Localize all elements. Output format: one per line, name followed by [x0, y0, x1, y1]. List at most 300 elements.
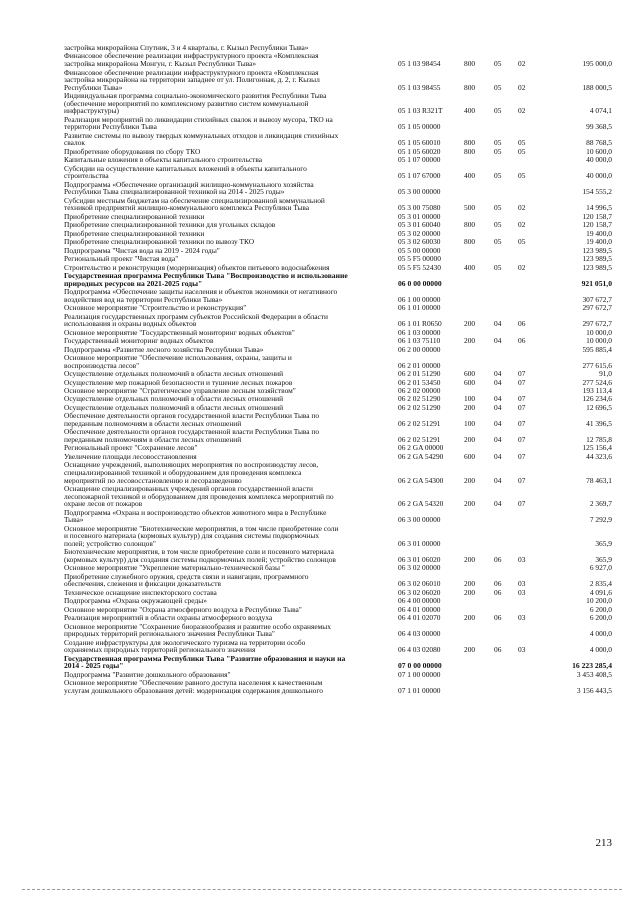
row-name-line: Субсидии местным бюджетам на обеспечение специализированной коммунальной — [64, 195, 325, 205]
row-amount: 4 091,6 — [589, 587, 612, 597]
row-section: 05 — [494, 237, 502, 247]
row-code: 07 0 00 00000 — [398, 661, 442, 671]
row-name-line: Подпрограмма «Охрана и воспроизводство объектов животного мира в Республике — [64, 507, 327, 517]
row-code: 06 2 GA 54290 — [398, 451, 444, 461]
row-amount: 4 000,0 — [589, 645, 612, 655]
row-amount: 193 113,4 — [582, 386, 612, 395]
row-amount: 277 524,6 — [582, 377, 612, 387]
row-name — [64, 313, 392, 328]
table-row — [0, 313, 640, 328]
table-row — [0, 428, 640, 443]
table-row — [0, 156, 640, 164]
table-row — [0, 453, 640, 461]
row-amount: 195 000,0 — [582, 59, 612, 69]
table-row — [0, 116, 640, 131]
row-name — [64, 337, 392, 345]
row-amount: 6 200,0 — [589, 613, 612, 623]
table-row — [0, 238, 640, 246]
row-code: 05 1 07 00000 — [398, 155, 441, 165]
row-code: 05 1 03 98454 — [398, 59, 441, 69]
row-amount: 10 600,0 — [586, 146, 612, 156]
row-code: 05 1 07 67000 — [398, 171, 441, 181]
page-number: 213 — [595, 837, 612, 849]
row-code: 06 1 03 00000 — [398, 327, 441, 337]
row-subsection: 07 — [518, 377, 526, 387]
row-subsection: 02 — [518, 106, 526, 116]
row-amount: 125 156,4 — [582, 443, 612, 453]
table-row — [0, 485, 640, 508]
row-name-line: Подпрограмма "Чистая вода на 2019 - 2024 годы" — [64, 245, 220, 255]
row-amount: 595 885,4 — [582, 344, 612, 354]
row-section: 04 — [494, 499, 502, 509]
row-subsection: 02 — [518, 82, 526, 92]
row-name — [64, 453, 392, 461]
row-name-line: Биотехнические мероприятия, в том числе приобретение соли и посевного материала — [64, 547, 334, 557]
row-code: 05 5 F5 00000 — [398, 254, 441, 264]
row-name — [64, 671, 392, 679]
row-code: 06 3 01 06020 — [398, 554, 441, 564]
row-code: 06 4 03 02080 — [398, 645, 441, 655]
row-name — [64, 288, 392, 303]
row-expense-type: 400 — [464, 106, 476, 116]
row-expense-type: 200 — [464, 402, 476, 412]
row-amount: 123 989,5 — [582, 262, 612, 272]
row-name — [64, 255, 392, 263]
row-section: 05 — [494, 171, 502, 181]
row-subsection: 03 — [518, 645, 526, 655]
row-section: 06 — [494, 613, 502, 623]
row-name — [64, 148, 392, 156]
table-row — [0, 165, 640, 180]
row-name — [64, 412, 392, 427]
row-name — [64, 197, 392, 212]
row-name-line: Осуществление отдельных полномочий в области лесных отношений — [64, 394, 284, 404]
row-subsection: 07 — [518, 499, 526, 509]
row-name — [64, 548, 392, 563]
row-expense-type: 100 — [464, 394, 476, 404]
table-row — [0, 412, 640, 427]
row-code: 06 3 00 00000 — [398, 515, 441, 525]
row-subsection: 07 — [518, 475, 526, 485]
row-name-line: свалок — [64, 138, 85, 148]
row-section: 04 — [494, 394, 502, 404]
row-code: 06 2 GA 00000 — [398, 443, 444, 453]
table-row — [0, 655, 640, 670]
table-row — [0, 230, 640, 238]
table-row — [0, 606, 640, 614]
table-row — [0, 304, 640, 312]
table-row — [0, 69, 640, 92]
row-code: 07 1 00 00000 — [398, 669, 441, 679]
row-name-line: Индивидуальная программа социально-экономического развития Республики Тыва — [64, 91, 327, 101]
row-name-line: Основное мероприятие "Обеспечение использования, охраны, защиты и — [64, 353, 292, 363]
row-name-line: Основное мероприятие "Стратегическое управление лесным хозяйством" — [64, 386, 296, 395]
row-amount: 365,9 — [595, 538, 612, 548]
row-section: 05 — [494, 106, 502, 116]
row-section: 05 — [494, 262, 502, 272]
row-code: 06 4 00 00000 — [398, 596, 441, 606]
row-name-line: Развитие системы по вывозу твердых коммунальных отходов и ликвидация стихийных — [64, 130, 339, 140]
row-code: 07 1 01 00000 — [398, 685, 441, 695]
row-section: 06 — [494, 587, 502, 597]
row-name-line: Техническое оснащение инспекторского состава — [64, 587, 217, 597]
row-amount: 19 400,0 — [586, 237, 612, 247]
table-row — [0, 379, 640, 387]
row-name — [64, 346, 392, 354]
row-amount: 99 368,5 — [586, 122, 612, 132]
row-amount: 19 400,0 — [586, 228, 612, 238]
row-code: 05 3 02 00000 — [398, 228, 441, 238]
row-name — [64, 509, 392, 524]
row-subsection: 07 — [518, 418, 526, 428]
row-amount: 297 672,7 — [582, 303, 612, 313]
table-row — [0, 671, 640, 679]
row-code: 06 2 GA 54300 — [398, 475, 444, 485]
row-subsection: 03 — [518, 554, 526, 564]
table-row — [0, 573, 640, 588]
row-name-line: Основное мероприятие "Сохранение биоразнообразия и развитие особо охраняемых — [64, 621, 331, 631]
row-name-line: Основное мероприятие "Биотехнические мероприятия, в том числе приобретение соли — [64, 523, 339, 533]
row-name-line: услугам дошкольного образования детей: модернизация содержания дошкольного — [64, 685, 323, 695]
row-expense-type: 400 — [464, 171, 476, 181]
row-expense-type: 800 — [464, 237, 476, 247]
row-name — [64, 444, 392, 452]
row-name-line: Осуществление мер пожарной безопасности и тушение лесных пожаров — [64, 377, 293, 387]
row-expense-type: 600 — [464, 377, 476, 387]
table-row — [0, 213, 640, 221]
row-amount: 44 323,6 — [586, 451, 612, 461]
row-name — [64, 52, 392, 67]
row-name — [64, 461, 392, 484]
row-name-line: Основное мероприятие "Строительство и реконструкция" — [64, 303, 247, 313]
row-code: 06 2 02 51290 — [398, 402, 441, 412]
row-name — [64, 213, 392, 221]
row-expense-type: 200 — [464, 587, 476, 597]
row-subsection: 05 — [518, 146, 526, 156]
row-name-line: Оснащение специализированных учреждений органов государственной власти — [64, 484, 313, 493]
row-name-line: переданным полномочиям в области лесных отношений — [64, 418, 242, 428]
table-row — [0, 395, 640, 403]
row-code: 05 3 02 60030 — [398, 237, 441, 247]
row-code: 06 1 01 R0650 — [398, 319, 442, 329]
row-code: 06 4 03 00000 — [398, 629, 441, 639]
row-code: 06 2 01 53450 — [398, 377, 441, 387]
row-name-line: инфраструктуры) — [64, 106, 120, 116]
row-name-line: обеспечения, слежения и фиксации доказательств — [64, 579, 221, 589]
row-code: 05 5 00 00000 — [398, 245, 441, 255]
row-name — [64, 156, 392, 164]
row-name — [64, 614, 392, 622]
table-row — [0, 589, 640, 597]
table-row — [0, 525, 640, 548]
row-name — [64, 485, 392, 508]
row-name-line: Основное мероприятие "Обеспечение равного доступа населения к качественным — [64, 678, 323, 688]
row-code: 06 4 01 02070 — [398, 613, 441, 623]
row-code: 06 1 03 75110 — [398, 336, 441, 346]
row-code: 06 2 02 00000 — [398, 386, 441, 395]
row-name-line: территории Республики Тыва — [64, 122, 157, 132]
row-name-line: Строительство и реконструкция (модернизация) объектов питьевого водоснабжения — [64, 262, 330, 272]
row-amount: 10 000,0 — [586, 327, 612, 337]
row-name-line: Реализация государственных программ субъектов Российской Федерации в области — [64, 311, 328, 321]
row-amount: 307 672,7 — [582, 294, 612, 304]
row-name — [64, 354, 392, 369]
row-section: 05 — [494, 203, 502, 213]
row-name-line: воспроизводства лесов" — [64, 360, 140, 370]
row-expense-type: 200 — [464, 434, 476, 444]
row-expense-type: 800 — [464, 220, 476, 230]
row-name — [64, 606, 392, 614]
row-name-line: Увеличение площади лесовосстановления — [64, 451, 197, 461]
table-row — [0, 461, 640, 484]
row-name-line: Приобретение оборудования по сбору ТКО — [64, 146, 201, 156]
row-amount: 3 156 443,5 — [576, 685, 612, 695]
row-amount: 921 051,0 — [581, 278, 612, 288]
row-expense-type: 200 — [464, 579, 476, 589]
row-amount: 2 835,4 — [589, 579, 612, 589]
row-section: 04 — [494, 451, 502, 461]
table-row — [0, 564, 640, 572]
row-name — [64, 132, 392, 147]
row-name-line: Подпрограмма «Охрана окружающей среды» — [64, 596, 207, 606]
row-expense-type: 500 — [464, 203, 476, 213]
row-expense-type: 200 — [464, 554, 476, 564]
row-name-line: Финансовое обеспечение реализации инфраструктурного проекта «Комплексная — [64, 51, 319, 61]
row-amount: 14 996,5 — [586, 203, 612, 213]
table-row — [0, 370, 640, 378]
row-code: 05 3 01 60040 — [398, 220, 441, 230]
row-code: 06 2 01 00000 — [398, 360, 441, 370]
row-amount: 88 768,5 — [586, 138, 612, 148]
row-subsection: 03 — [518, 613, 526, 623]
table-row — [0, 679, 640, 694]
row-expense-type: 100 — [464, 418, 476, 428]
row-expense-type: 200 — [464, 499, 476, 509]
row-name-line: застройка микрорайона Спутник, 3 и 4 кварталы, г. Кызыл Республики Тыва» — [64, 43, 309, 52]
row-name-line: использования и охраны водных объектов — [64, 319, 197, 329]
row-name-line: (обеспечение мероприятий по комплексному развитию систем коммунальной — [64, 98, 309, 108]
row-code: 05 1 05 60010 — [398, 138, 441, 148]
row-subsection: 02 — [518, 262, 526, 272]
row-expense-type: 200 — [464, 336, 476, 346]
row-amount: 154 555,2 — [582, 187, 612, 197]
table-row — [0, 272, 640, 287]
table-row — [0, 597, 640, 605]
row-name — [64, 597, 392, 605]
row-name-line: природных ресурсов на 2021-2025 годы" — [64, 278, 203, 288]
row-subsection: 07 — [518, 434, 526, 444]
table-row — [0, 264, 640, 272]
row-section: 04 — [494, 418, 502, 428]
row-amount: 277 615,6 — [582, 360, 612, 370]
table-row — [0, 346, 640, 354]
row-code: 05 3 00 75080 — [398, 203, 441, 213]
row-name — [64, 573, 392, 588]
row-code: 06 3 02 06010 — [398, 579, 441, 589]
table-row — [0, 639, 640, 654]
row-name-line: 2014 - 2025 годы" — [64, 661, 124, 671]
row-name-line: Государственная программа Республики Тыва "Развитие образования и науки на — [64, 653, 346, 663]
row-name-line: полей; устройство солонцов" — [64, 538, 156, 548]
row-subsection: 02 — [518, 203, 526, 213]
row-amount: 41 396,5 — [586, 418, 612, 428]
row-name-line: специализированной техникой и оборудованием для проведения комплекса — [64, 467, 302, 477]
row-code: 06 2 02 51291 — [398, 418, 441, 428]
row-section: 04 — [494, 336, 502, 346]
row-name — [64, 404, 392, 412]
row-name — [64, 679, 392, 694]
row-code: 06 1 00 00000 — [398, 294, 441, 304]
row-section: 04 — [494, 377, 502, 387]
row-expense-type: 800 — [464, 59, 476, 69]
row-amount: 12 696,5 — [586, 402, 612, 412]
table-row — [0, 221, 640, 229]
row-section: 06 — [494, 645, 502, 655]
row-subsection: 06 — [518, 336, 526, 346]
row-expense-type: 200 — [464, 645, 476, 655]
row-code: 06 4 01 00000 — [398, 604, 441, 614]
row-name-line: Основное мероприятие "Охрана атмосферного воздуха в Республике Тыва" — [64, 604, 302, 614]
row-amount: 4 074,1 — [589, 106, 612, 116]
row-section: 06 — [494, 554, 502, 564]
row-expense-type: 400 — [464, 262, 476, 272]
row-amount: 4 000,0 — [589, 629, 612, 639]
row-amount: 7 292,9 — [589, 515, 612, 525]
row-subsection: 05 — [518, 138, 526, 148]
row-name — [64, 655, 392, 670]
row-name-line: переданным полномочиям в области лесных отношений — [64, 434, 242, 444]
row-name-line: Капитальные вложения в объекты капитального строительства — [64, 155, 263, 165]
row-name — [64, 165, 392, 180]
row-name-line: Тыва» — [64, 515, 84, 525]
row-amount: 40 000,0 — [586, 171, 612, 181]
row-code: 05 3 01 00000 — [398, 211, 441, 221]
row-section: 05 — [494, 220, 502, 230]
row-name-line: охране лесов от пожаров — [64, 499, 143, 509]
row-name-line: Подпрограмма «Обеспечение защиты населения и объектов экономики от негативного — [64, 287, 338, 297]
row-code: 06 0 00 00000 — [398, 278, 442, 288]
row-code: 06 3 02 00000 — [398, 563, 441, 573]
row-amount: 120 158,7 — [582, 211, 612, 221]
table-row — [0, 548, 640, 563]
row-amount: 12 785,8 — [586, 434, 612, 444]
row-code: 05 3 00 00000 — [398, 187, 441, 197]
row-expense-type: 200 — [464, 613, 476, 623]
row-name-line: техникой предприятий жилищно-коммунального комплекса Республики Тыва — [64, 203, 310, 213]
row-name-line: застройка микрорайона Монгун, г. Кызыл Республики Тыва» — [64, 59, 257, 69]
row-code: 06 1 01 00000 — [398, 303, 441, 313]
row-name-line: Приобретение специализированной техники по вывозу ТКО — [64, 237, 255, 247]
table-row — [0, 509, 640, 524]
row-code: 05 1 05 00000 — [398, 122, 441, 132]
row-name — [64, 589, 392, 597]
row-name — [64, 238, 392, 246]
row-subsection: 02 — [518, 220, 526, 230]
row-expense-type: 800 — [464, 146, 476, 156]
table-row — [0, 404, 640, 412]
row-section: 04 — [494, 475, 502, 485]
table-row — [0, 255, 640, 263]
row-section: 05 — [494, 146, 502, 156]
row-name-line: лесопожарной техникой и оборудованием для проведения комплекса мероприятий по — [64, 491, 334, 501]
table-row — [0, 92, 640, 115]
row-amount: 6 200,0 — [589, 604, 612, 614]
row-name — [64, 525, 392, 548]
row-name — [64, 370, 392, 378]
row-section: 04 — [494, 369, 502, 379]
row-name — [64, 116, 392, 131]
row-name — [64, 623, 392, 638]
row-amount: 10 000,0 — [586, 336, 612, 346]
row-expense-type: 600 — [464, 369, 476, 379]
row-name-line: Субсидии на осуществление капитальных вложений в объекты капитального — [64, 163, 307, 173]
row-subsection: 06 — [518, 319, 526, 329]
row-amount: 188 000,5 — [582, 82, 612, 92]
row-subsection: 03 — [518, 579, 526, 589]
row-name — [64, 92, 392, 115]
table-row — [0, 288, 640, 303]
row-section: 05 — [494, 82, 502, 92]
row-subsection: 07 — [518, 394, 526, 404]
row-expense-type: 200 — [464, 319, 476, 329]
row-amount: 3 453 408,5 — [576, 669, 612, 679]
row-name-line: Оснащение учреждений, выполняющих мероприятия по воспроизводству лесов, — [64, 460, 319, 470]
row-name-line: Подпрограмма «Обеспечение организаций жилищно-коммунального хозяйства — [64, 179, 314, 189]
row-name — [64, 564, 392, 572]
row-subsection: 07 — [518, 451, 526, 461]
row-name-line: (кормовых культур) для создания системы подкормочных полей; устройство солонцов — [64, 554, 336, 564]
row-amount: 297 672,7 — [582, 319, 612, 329]
table-row — [0, 354, 640, 369]
row-name-line: Реализация мероприятий в области охраны атмосферного воздуха — [64, 613, 273, 623]
row-name-line: Подпрограмма "Развитие дошкольного образования" — [64, 669, 231, 679]
row-amount: 10 200,0 — [586, 596, 612, 606]
row-subsection: 05 — [518, 171, 526, 181]
row-name-line: Основное мероприятие "Государственный мониторинг водных объектов" — [64, 327, 295, 337]
row-name-line: Обеспечение деятельности органов государственной власти Республики Тыва по — [64, 411, 320, 421]
row-name-line: природных территорий регионального значения Республики Тыва" — [64, 629, 275, 639]
row-name — [64, 264, 392, 272]
row-name-line: Обеспечение деятельности органов государственной власти Республики Тыва по — [64, 427, 320, 437]
row-code: 05 1 05 60020 — [398, 146, 441, 156]
row-name-line: охраняемых природных территорий регионального значения — [64, 645, 256, 655]
row-name-line: мероприятий по лесовосстановлению и лесоразведению — [64, 475, 242, 485]
row-name-line: и посевного материала (кормовых культур) для создания системы подкормочных — [64, 531, 320, 541]
row-name-line: Осуществление отдельных полномочий в области лесных отношений — [64, 402, 284, 412]
row-amount: 91,0 — [599, 369, 612, 379]
table-row — [0, 52, 640, 67]
row-name — [64, 329, 392, 337]
row-subsection: 02 — [518, 59, 526, 69]
row-section: 04 — [494, 319, 502, 329]
row-name-line: Реализация мероприятий по ликвидации стихийных свалок и вывозу мусора, ТКО на — [64, 114, 333, 124]
row-subsection: 07 — [518, 402, 526, 412]
row-name-line: Основное мероприятие "Укрепление материально-технической базы " — [64, 563, 285, 573]
table-row — [0, 444, 640, 452]
table-row — [0, 614, 640, 622]
row-expense-type: 800 — [464, 138, 476, 148]
row-name — [64, 639, 392, 654]
row-name-line: Государственный мониторинг водных объектов — [64, 336, 214, 346]
row-name — [64, 69, 392, 92]
row-name-line: Республики Тыва» — [64, 82, 123, 92]
row-name — [64, 181, 392, 196]
table-row — [0, 623, 640, 638]
row-code: 06 3 01 00000 — [398, 538, 441, 548]
row-code: 06 2 01 51290 — [398, 369, 441, 379]
row-amount: 6 927,0 — [589, 563, 612, 573]
row-name-line: Республики Тыва специализированной техникой на 2014 - 2025 годы» — [64, 187, 285, 197]
